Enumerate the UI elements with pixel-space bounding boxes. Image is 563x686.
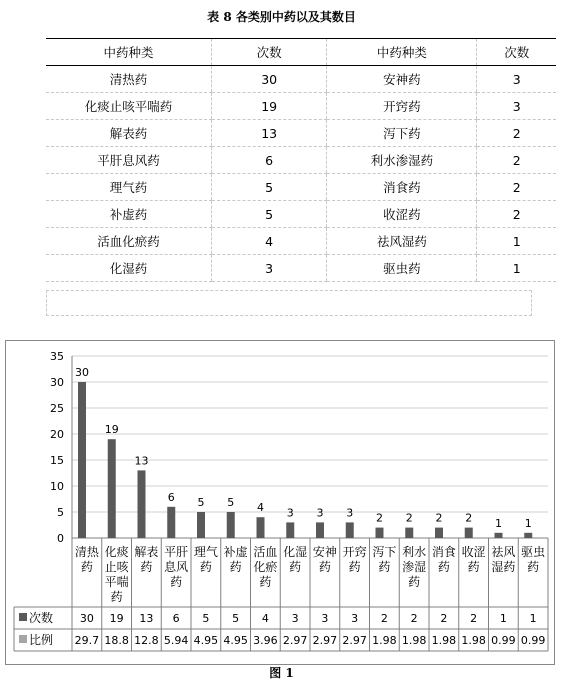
bar [435, 528, 443, 538]
y-tick-label: 0 [57, 532, 64, 545]
datatable-value: 0.99 [491, 634, 516, 647]
datatable-value: 29.7 [74, 634, 100, 647]
chart-frame [5, 340, 555, 665]
datatable-value: 4 [261, 612, 269, 625]
cell-count: 5 [211, 201, 326, 228]
legend-label: 次数 [29, 611, 54, 625]
bar [346, 522, 354, 538]
bar-chart [6, 341, 554, 664]
datatable-value: 2.97 [342, 634, 367, 647]
cell-category: 消食药 [327, 174, 477, 201]
data-label: 4 [257, 501, 264, 515]
datatable-value: 12.8 [134, 634, 159, 647]
data-label: 30 [75, 366, 89, 379]
bar [465, 528, 473, 538]
table-row [46, 93, 556, 120]
datatable-value: 13 [139, 612, 154, 625]
datatable-value: 2.97 [312, 634, 338, 647]
data-label: 19 [104, 423, 119, 437]
cell-category: 解表药 [46, 120, 211, 147]
datatable-value: 19 [109, 612, 124, 625]
datatable-value: 2 [380, 612, 388, 625]
cell-category: 驱虫药 [327, 255, 477, 282]
cell-category: 利水渗湿药 [327, 147, 477, 174]
empty-table-box [46, 290, 532, 316]
table-row [46, 66, 556, 93]
cell-count: 5 [211, 174, 326, 201]
cell-category: 清热药 [46, 66, 211, 93]
datatable-value: 5.94 [163, 634, 189, 647]
x-tick-label: 开窍药 [342, 545, 367, 574]
datatable-value: 2 [440, 612, 448, 625]
datatable-value: 4.95 [193, 634, 219, 647]
cell-category: 补虚药 [46, 201, 211, 228]
datatable-value: 3 [291, 612, 299, 625]
bar [524, 533, 532, 538]
cell-count: 2 [477, 120, 556, 147]
data-label: 1 [524, 516, 532, 530]
header-count: 次数 [477, 39, 556, 66]
datatable-value: 30 [79, 612, 94, 625]
bar [197, 512, 205, 538]
data-label: 5 [197, 496, 205, 509]
cell-count: 1 [477, 255, 556, 282]
x-tick-label: 化痰止咳平喘药 [104, 545, 129, 604]
data-label: 6 [167, 490, 175, 504]
datatable-value: 1.98 [461, 634, 486, 647]
data-label: 13 [134, 454, 149, 468]
table-row [46, 201, 556, 228]
x-tick-label: 驱虫药 [521, 545, 546, 574]
data-label: 3 [316, 506, 324, 520]
cell-count: 30 [211, 66, 326, 93]
cell-category: 化痰止咳平喘药 [46, 93, 211, 120]
cell-category: 泻下药 [327, 120, 477, 147]
cell-count: 19 [211, 93, 326, 120]
cell-category: 理气药 [46, 174, 211, 201]
table-header-row [46, 39, 556, 66]
bar [376, 528, 384, 538]
x-tick-label: 理气药 [193, 545, 218, 574]
y-tick-label: 30 [50, 376, 64, 389]
cell-count: 3 [477, 66, 556, 93]
datatable-value: 1 [529, 612, 537, 625]
data-label: 3 [346, 506, 354, 520]
y-tick-label: 20 [50, 428, 64, 441]
figure-caption: 图 1 [269, 666, 294, 680]
x-tick-label: 消食药 [431, 545, 456, 574]
cell-category: 活血化瘀药 [46, 228, 211, 255]
x-tick-label: 泻下药 [372, 545, 397, 574]
bar [78, 382, 86, 538]
x-tick-label: 安神药 [312, 545, 337, 574]
bar [495, 533, 503, 538]
bar [257, 517, 265, 538]
datatable-value: 5 [232, 612, 240, 625]
datatable-value: 3 [321, 612, 329, 625]
x-tick-label: 利水渗湿药 [402, 545, 427, 589]
cell-count: 13 [211, 120, 326, 147]
header-category: 中药种类 [327, 39, 477, 66]
data-label: 2 [435, 511, 443, 525]
cell-category: 平肝息风药 [46, 147, 211, 174]
data-label: 2 [405, 511, 413, 525]
y-tick-label: 15 [50, 454, 64, 467]
datatable-value: 0.99 [520, 634, 546, 647]
datatable-value: 6 [172, 612, 180, 625]
herb-category-table [46, 38, 556, 282]
cell-count: 6 [211, 147, 326, 174]
data-label: 2 [376, 511, 383, 525]
data-label: 2 [465, 511, 473, 525]
data-label: 1 [495, 516, 502, 530]
datatable-value: 1 [499, 612, 507, 625]
x-tick-label: 收涩药 [461, 545, 486, 574]
cell-category: 安神药 [327, 66, 477, 93]
data-label: 3 [286, 506, 294, 520]
datatable-value: 2.97 [282, 634, 308, 647]
datatable-value: 1.98 [431, 634, 457, 647]
y-tick-label: 5 [57, 506, 64, 519]
datatable-value: 3.96 [253, 634, 278, 647]
x-tick-label: 平肝息风药 [164, 545, 189, 589]
cell-category: 收涩药 [327, 201, 477, 228]
table-row [46, 228, 556, 255]
cell-count: 2 [477, 201, 556, 228]
cell-category: 祛风湿药 [327, 228, 477, 255]
x-tick-label: 活血化瘀药 [253, 545, 278, 589]
cell-count: 4 [211, 228, 326, 255]
datatable-value: 2 [410, 612, 418, 625]
cell-category: 化湿药 [46, 255, 211, 282]
legend-label: 比例 [29, 633, 54, 647]
bar [286, 522, 294, 538]
table-row [46, 147, 556, 174]
data-label: 5 [227, 496, 235, 509]
datatable-value: 1.98 [401, 634, 427, 647]
table-row [46, 255, 556, 282]
legend-swatch [19, 635, 27, 643]
header-count: 次数 [211, 39, 326, 66]
legend-swatch [19, 613, 27, 621]
datatable-value: 4.95 [223, 634, 248, 647]
cell-category: 开窍药 [327, 93, 477, 120]
bar [108, 439, 116, 538]
x-tick-label: 解表药 [134, 545, 159, 574]
x-tick-label: 清热药 [74, 545, 99, 574]
bar [167, 507, 175, 538]
cell-count: 2 [477, 174, 556, 201]
datatable-value: 1.98 [372, 634, 397, 647]
x-tick-label: 祛风湿药 [491, 545, 516, 574]
cell-count: 3 [477, 93, 556, 120]
datatable-value: 3 [351, 612, 359, 625]
table-title: 表 8 各类别中药以及其数目 [207, 10, 356, 24]
bar [138, 470, 146, 538]
bar [405, 528, 413, 538]
datatable-value: 5 [202, 612, 210, 625]
y-tick-label: 10 [50, 480, 64, 493]
header-category: 中药种类 [46, 39, 211, 66]
datatable-value: 2 [470, 612, 478, 625]
cell-count: 2 [477, 147, 556, 174]
bar [316, 522, 324, 538]
x-tick-label: 化湿药 [283, 545, 308, 574]
cell-count: 1 [477, 228, 556, 255]
datatable-value: 18.8 [104, 634, 129, 647]
y-tick-label: 35 [50, 350, 64, 363]
x-tick-label: 补虚药 [223, 545, 248, 574]
table-row [46, 174, 556, 201]
table-row [46, 120, 556, 147]
cell-count: 3 [211, 255, 326, 282]
y-tick-label: 25 [50, 402, 64, 415]
bar [227, 512, 235, 538]
